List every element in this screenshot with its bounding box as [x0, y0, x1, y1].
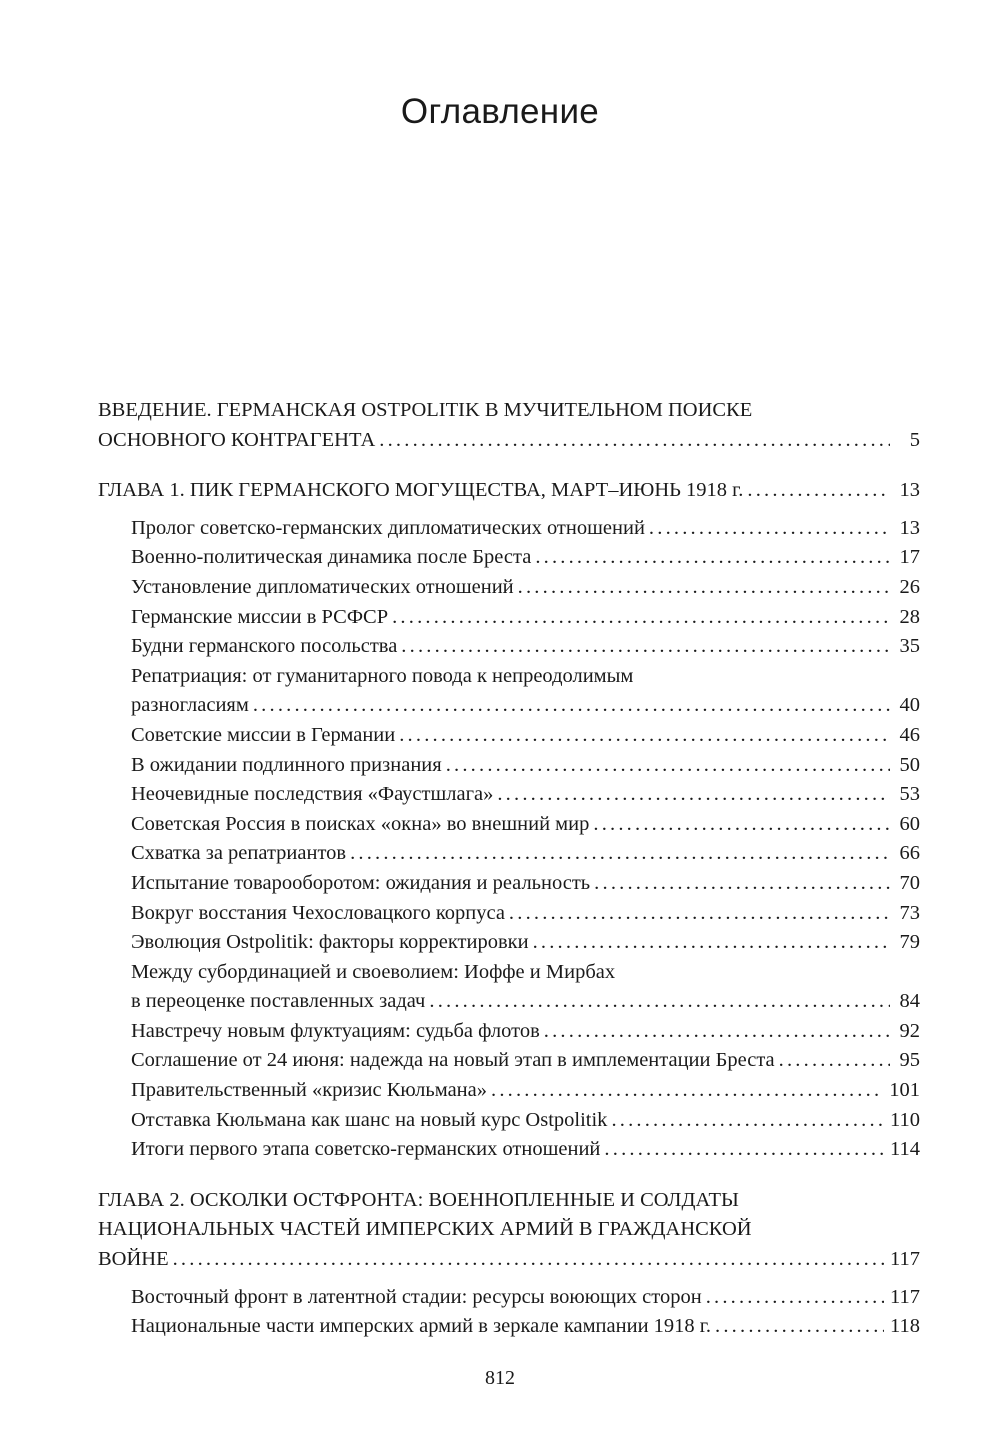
toc-section-entry	[98, 839, 920, 869]
entry-last-line	[131, 1106, 920, 1136]
dot-leader	[611, 1106, 884, 1136]
dot-leader	[491, 1076, 883, 1106]
entry-title-line: в переоценке поставленных задач	[131, 990, 426, 1013]
entry-title-line: Итоги первого этапа советско-германских отношений	[131, 1138, 601, 1161]
entry-last-line	[131, 839, 920, 869]
entry-page-number: 79	[899, 931, 920, 954]
toc-section-entry	[98, 958, 920, 1017]
entry-title-line: Отставка Кюльмана как шанс на новый курс Ostpolitik	[131, 1108, 608, 1131]
entry-title-line: Германские миссии в РСФСР	[131, 605, 389, 628]
entry-page-number: 95	[899, 1049, 920, 1072]
toc-section-entry	[98, 662, 920, 721]
entry-page-number: 60	[899, 812, 920, 835]
entry-last-line	[131, 1076, 920, 1106]
toc-section-entry	[98, 810, 920, 840]
dot-leader	[446, 751, 890, 781]
toc-section-entry	[98, 721, 920, 751]
entry-last-line	[131, 987, 920, 1017]
entry-title-line: В ожидании подлинного признания	[131, 753, 442, 776]
toc-section-entry	[98, 514, 920, 544]
dot-leader	[399, 721, 890, 751]
entry-page-number: 110	[890, 1108, 920, 1131]
entry-last-line	[131, 691, 920, 721]
toc-section-entry	[98, 869, 920, 899]
dot-leader	[509, 899, 890, 929]
dot-leader	[544, 1017, 890, 1047]
toc-section-entry	[98, 603, 920, 633]
entry-title-line: Между субординацией и своеволием: Иоффе и Мирбах	[131, 960, 616, 983]
entry-title-line: Испытание товарооборотом: ожидания и реальность	[131, 871, 591, 894]
toc-section-entry	[98, 928, 920, 958]
entry-page-number: 92	[899, 1019, 920, 1042]
entry-page-number: 26	[899, 575, 920, 598]
dot-leader	[401, 632, 890, 662]
entry-page-number: 118	[890, 1315, 920, 1338]
entry-last-line	[131, 751, 920, 781]
entry-page-number: 101	[889, 1079, 920, 1102]
table-of-contents	[98, 396, 920, 1342]
entry-page-number: 114	[890, 1138, 920, 1161]
entry-last-line	[131, 573, 920, 603]
dot-leader	[649, 514, 890, 544]
dot-leader	[518, 573, 890, 603]
entry-page-number: 17	[899, 546, 920, 569]
entry-page-number: 117	[890, 1285, 920, 1308]
entry-last-line	[131, 1283, 920, 1313]
dot-leader	[392, 603, 890, 633]
entry-last-line	[131, 869, 920, 899]
entry-title-line: Соглашение от 24 июня: надежда на новый этап в имплементации Бреста	[131, 1049, 775, 1072]
entry-last-line	[131, 899, 920, 929]
entry-title-line: Правительственный «кризис Кюльмана»	[131, 1079, 487, 1102]
entry-title-line: Схватка за репатриантов	[131, 842, 347, 865]
entry-page-number: 40	[899, 694, 920, 717]
toc-chapter-entry	[98, 396, 920, 455]
entry-last-line	[98, 426, 920, 456]
dot-leader	[593, 810, 890, 840]
entry-title-line: Навстречу новым флуктуациям: судьба флотов	[131, 1019, 540, 1042]
entry-title-line: Неочевидные последствия «Фауcтшлага»	[131, 783, 494, 806]
entry-page-number: 84	[899, 990, 920, 1013]
toc-section-entry	[98, 1046, 920, 1076]
entry-title-line: НАЦИОНАЛЬНЫХ ЧАСТЕЙ ИМПЕРСКИХ АРМИЙ В ГРАЖДАНСКОЙ	[98, 1218, 752, 1241]
toc-chapter-entry	[98, 1186, 920, 1275]
entry-last-line	[131, 810, 920, 840]
dot-leader	[497, 780, 890, 810]
toc-chapter-entry	[98, 476, 920, 506]
toc-section-entry	[98, 1283, 920, 1313]
toc-section-entry	[98, 1076, 920, 1106]
dot-leader	[535, 543, 890, 573]
dot-leader	[779, 1046, 890, 1076]
toc-section-entry	[98, 1135, 920, 1165]
entry-last-line	[131, 632, 920, 662]
toc-section-entry	[98, 1312, 920, 1342]
entry-title-line: ОСНОВНОГО КОНТРАГЕНТА	[98, 428, 376, 451]
dot-leader	[706, 1283, 884, 1313]
dot-leader	[533, 928, 890, 958]
entry-last-line	[131, 1312, 920, 1342]
dot-leader	[350, 839, 890, 869]
entry-title-line: ГЛАВА 1. ПИК ГЕРМАНСКОГО МОГУЩЕСТВА, МАРТ–ИЮНЬ 1918 г.	[98, 479, 744, 502]
entry-title-line: ВОЙНЕ	[98, 1248, 169, 1271]
dot-leader	[747, 476, 890, 506]
entry-title-line: Военно-политическая динамика после Бреста	[131, 546, 532, 569]
toc-section-entry	[98, 1106, 920, 1136]
entry-title-line: Советская Россия в поисках «окна» во внешний мир	[131, 812, 590, 835]
entry-last-line	[131, 1017, 920, 1047]
entry-title-line: Советские миссии в Германии	[131, 723, 396, 746]
entry-page-number: 13	[899, 516, 920, 539]
page-number: 812	[485, 1367, 515, 1389]
dot-leader	[429, 987, 890, 1017]
entry-last-line	[98, 476, 920, 506]
entry-page-number: 53	[899, 783, 920, 806]
entry-title-line: Восточный фронт в латентной стадии: ресурсы воюющих сторон	[131, 1285, 702, 1308]
entry-page-number: 73	[899, 901, 920, 924]
entry-last-line	[131, 1135, 920, 1165]
page-title: Оглавление	[400, 92, 600, 131]
toc-section-entry	[98, 780, 920, 810]
dot-leader	[604, 1135, 884, 1165]
entry-title-line: Национальные части имперских армий в зеркале кампании 1918 г.	[131, 1315, 712, 1338]
entry-page-number: 46	[899, 723, 920, 746]
entry-title-line: ГЛАВА 2. ОСКОЛКИ ОСТФРОНТА: ВОЕННОПЛЕННЫЕ И СОЛДАТЫ	[98, 1188, 739, 1211]
dot-leader	[594, 869, 890, 899]
entry-page-number: 35	[899, 635, 920, 658]
entry-last-line	[131, 1046, 920, 1076]
entry-title-line: Пролог советско-германских дипломатических отношений	[131, 516, 645, 539]
entry-page-number: 28	[899, 605, 920, 628]
dot-leader	[715, 1312, 884, 1342]
entry-page-number: 50	[899, 753, 920, 776]
dot-leader	[253, 691, 890, 721]
entry-last-line	[131, 928, 920, 958]
entry-last-line	[131, 780, 920, 810]
toc-section-entry	[98, 751, 920, 781]
entry-last-line	[131, 603, 920, 633]
entry-page-number: 13	[899, 479, 920, 502]
toc-section-entry	[98, 1017, 920, 1047]
toc-section-entry	[98, 899, 920, 929]
entry-last-line	[98, 1245, 920, 1275]
entry-title-line: Будни германского посольства	[131, 635, 398, 658]
entry-last-line	[131, 514, 920, 544]
toc-section-entry	[98, 632, 920, 662]
entry-page-number: 70	[899, 871, 920, 894]
toc-section-entry	[98, 573, 920, 603]
entry-last-line	[131, 721, 920, 751]
entry-title-line: Установление дипломатических отношений	[131, 575, 514, 598]
entry-title-line: Вокруг восстания Чехословацкого корпуса	[131, 901, 505, 924]
entry-title-line: Репатриация: от гуманитарного повода к непреодолимым	[131, 664, 634, 687]
dot-leader	[379, 426, 890, 456]
entry-page-number: 66	[899, 842, 920, 865]
entry-page-number: 5	[909, 428, 920, 451]
entry-page-number: 117	[890, 1248, 920, 1271]
entry-last-line	[131, 543, 920, 573]
toc-section-entry	[98, 543, 920, 573]
dot-leader	[173, 1245, 884, 1275]
entry-title-line: Эволюция Ostpolitik: факторы корректировки	[131, 931, 529, 954]
entry-title-line: разногласиям	[131, 694, 249, 717]
entry-title-line: ВВЕДЕНИЕ. ГЕРМАНСКАЯ OSTPOLITIK В МУЧИТЕЛЬНОМ ПОИСКЕ	[98, 399, 753, 421]
